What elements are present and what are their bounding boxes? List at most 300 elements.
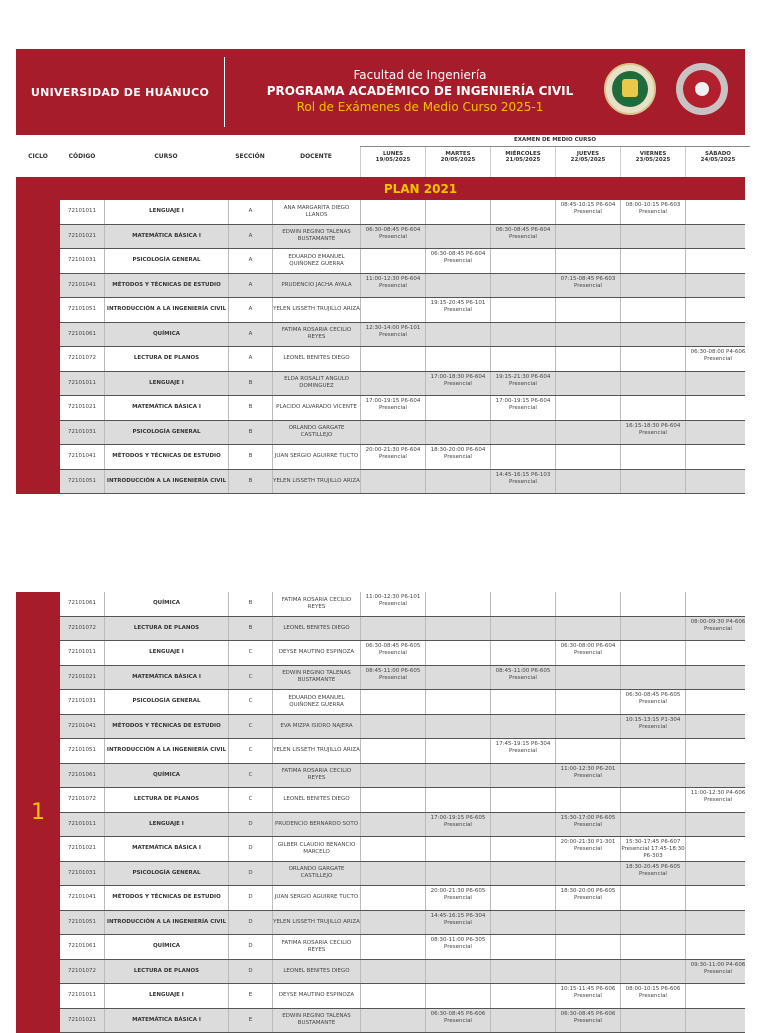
- exam-slot: [620, 347, 685, 371]
- exam-slot: [490, 323, 555, 347]
- university-name: UNIVERSIDAD DE HUÁNUCO: [16, 49, 224, 135]
- section: E: [228, 984, 272, 1008]
- teacher-name: EDWIN REGINO TALENAS BUSTAMANTE: [272, 225, 360, 249]
- teacher-name: DEYSE MAUTINO ESPINOZA: [272, 984, 360, 1008]
- exam-slot: [425, 739, 490, 763]
- course-code: 72101072: [60, 788, 104, 812]
- exam-slot: 17:00-18:30 P6-604 Presencial: [425, 372, 490, 396]
- exam-slot: [360, 911, 425, 935]
- course-name: MÉTODOS Y TÉCNICAS DE ESTUDIO: [104, 886, 228, 910]
- col-docente: DOCENTE: [272, 135, 360, 177]
- exam-slot: [620, 666, 685, 690]
- course-code: 72101051: [60, 911, 104, 935]
- exam-slot: [425, 862, 490, 886]
- exam-slot: [490, 960, 555, 984]
- table-row: [60, 249, 745, 274]
- exam-slot: [360, 960, 425, 984]
- exam-slot: [360, 690, 425, 714]
- course-code: 72101021: [60, 666, 104, 690]
- course-name: LECTURA DE PLANOS: [104, 788, 228, 812]
- exam-slot: 07:15-08:45 P6-603 Presencial: [555, 274, 620, 298]
- exam-slot: [360, 200, 425, 224]
- exam-slot: [620, 445, 685, 469]
- exam-slot: 15:30-17:45 P6-607 Presencial 17:45-18:30 P6-303: [620, 837, 685, 861]
- exam-slot: [425, 960, 490, 984]
- exam-slot: [685, 249, 750, 273]
- exam-slot: [490, 715, 555, 739]
- exam-slot: 06:30-08:45 P6-604 Presencial: [425, 249, 490, 273]
- course-code: 72101051: [60, 739, 104, 763]
- exam-slot: 06:30-08:00 P4-606 Presencial: [685, 347, 750, 371]
- exam-slot: [360, 372, 425, 396]
- exam-slot: [360, 862, 425, 886]
- exam-slot: [620, 886, 685, 910]
- exam-slot: [620, 960, 685, 984]
- table-rows: [60, 592, 745, 1033]
- exam-slot: 17:00-19:15 P6-604 Presencial: [360, 396, 425, 420]
- teacher-name: ELDA ROSALIT ANGULO DOMINGUEZ: [272, 372, 360, 396]
- exam-slot: [620, 592, 685, 616]
- exam-slot: [425, 641, 490, 665]
- exam-slot: 14:45-16:15 P6-304 Presencial: [425, 911, 490, 935]
- exam-slot: 11:00-12:30 P4-606 Presencial: [685, 788, 750, 812]
- section: B: [228, 396, 272, 420]
- col-codigo: CÓDIGO: [60, 135, 104, 177]
- table-row: [60, 935, 745, 960]
- exam-slot: [685, 935, 750, 959]
- exam-slot: [685, 837, 750, 861]
- table-row: [60, 690, 745, 715]
- exam-slot: [425, 274, 490, 298]
- page-2: [16, 592, 745, 1033]
- exam-slot: [685, 592, 750, 616]
- course-code: 72101021: [60, 1009, 104, 1033]
- exam-slot: [685, 421, 750, 445]
- course-code: 72101021: [60, 837, 104, 861]
- course-code: 72101061: [60, 935, 104, 959]
- exam-slot: [685, 764, 750, 788]
- day-name: SÁBADO: [686, 151, 750, 157]
- exam-slot: [490, 1009, 555, 1033]
- exam-slot: [620, 764, 685, 788]
- exam-slot: [360, 837, 425, 861]
- exam-slot: [620, 372, 685, 396]
- course-name: PSICOLOGÍA GENERAL: [104, 249, 228, 273]
- course-name: PSICOLOGÍA GENERAL: [104, 862, 228, 886]
- section: A: [228, 274, 272, 298]
- teacher-name: FATIMA ROSARIA CECILIO REYES: [272, 764, 360, 788]
- course-name: MÉTODOS Y TÉCNICAS DE ESTUDIO: [104, 715, 228, 739]
- day-date: 23/05/2025: [621, 157, 685, 163]
- exam-slot: [620, 323, 685, 347]
- exam-slot: [490, 911, 555, 935]
- teacher-name: EDWIN REGINO TALENAS BUSTAMANTE: [272, 666, 360, 690]
- exam-slot: [490, 788, 555, 812]
- section: C: [228, 788, 272, 812]
- table-row: [60, 666, 745, 691]
- exam-slot: [425, 788, 490, 812]
- exam-slot: [685, 715, 750, 739]
- table-header: [16, 135, 745, 178]
- teacher-name: ORLANDO GARGATE CASTILLEJO: [272, 421, 360, 445]
- day-header-martes: [425, 147, 490, 177]
- header-divider: [224, 57, 225, 127]
- exam-slot: 06:30-08:00 P6-604 Presencial: [555, 641, 620, 665]
- course-name: QUÍMICA: [104, 935, 228, 959]
- course-name: MÉTODOS Y TÉCNICAS DE ESTUDIO: [104, 274, 228, 298]
- exam-slot: [555, 862, 620, 886]
- table-row: [60, 1009, 745, 1033]
- day-date: 19/05/2025: [361, 157, 425, 163]
- exam-slot: 11:00-12:30 P6-201 Presencial: [555, 764, 620, 788]
- exam-slot: [555, 960, 620, 984]
- exam-slot: [685, 984, 750, 1008]
- exam-slot: 12:30-14:00 P6-101 Presencial: [360, 323, 425, 347]
- teacher-name: YELEN LISSETH TRUJILLO ARIZA: [272, 298, 360, 322]
- document-subtitle: Rol de Exámenes de Medio Curso 2025-1: [228, 99, 612, 115]
- section: B: [228, 372, 272, 396]
- exam-slot: 17:00-19:15 P6-604 Presencial: [490, 396, 555, 420]
- exam-slot: [490, 298, 555, 322]
- table-row: [60, 641, 745, 666]
- exam-slot: [555, 396, 620, 420]
- exam-slot: [490, 984, 555, 1008]
- teacher-name: PRUDENCIO JACHA AYALA: [272, 274, 360, 298]
- teacher-name: PLACIDO ALVARADO VICENTE: [272, 396, 360, 420]
- page-1: [16, 49, 745, 494]
- course-code: 72101021: [60, 225, 104, 249]
- section: D: [228, 862, 272, 886]
- teacher-name: ANA MARGARITA DIEGO LLANOS: [272, 200, 360, 224]
- teacher-name: YELEN LISSETH TRUJILLO ARIZA: [272, 911, 360, 935]
- exam-slot: 20:00-21:30 P6-604 Presencial: [360, 445, 425, 469]
- course-name: QUÍMICA: [104, 592, 228, 616]
- course-name: MATEMÁTICA BÁSICA I: [104, 837, 228, 861]
- teacher-name: YELEN LISSETH TRUJILLO ARIZA: [272, 470, 360, 494]
- course-name: LENGUAJE I: [104, 813, 228, 837]
- civil-engineering-gear-logo: [676, 63, 728, 115]
- exam-slot: [620, 1009, 685, 1033]
- course-code: 72101072: [60, 347, 104, 371]
- col-seccion: SECCIÓN: [228, 135, 272, 177]
- exam-slot: [490, 641, 555, 665]
- exam-slot: [490, 249, 555, 273]
- exam-slot: 06:30-08:45 P6-604 Presencial: [360, 225, 425, 249]
- exam-slot: [685, 911, 750, 935]
- day-name: JUEVES: [556, 151, 620, 157]
- day-date: 20/05/2025: [426, 157, 490, 163]
- exam-slot: 08:45-11:00 P6-605 Presencial: [490, 666, 555, 690]
- exam-slot: [360, 298, 425, 322]
- program-title: PROGRAMA ACADÉMICO DE INGENIERÍA CIVIL: [228, 83, 612, 99]
- exam-slot: [360, 617, 425, 641]
- col-ciclo: CICLO: [16, 135, 60, 177]
- section: D: [228, 886, 272, 910]
- teacher-name: LEONEL BENITES DIEGO: [272, 960, 360, 984]
- exam-slot: [620, 298, 685, 322]
- exam-slot: [555, 347, 620, 371]
- teacher-name: EVA MIZPA ISIDRO NAJERA: [272, 715, 360, 739]
- course-name: MATEMÁTICA BÁSICA I: [104, 1009, 228, 1033]
- exam-slot: [620, 617, 685, 641]
- course-name: MATEMÁTICA BÁSICA I: [104, 225, 228, 249]
- table-row: [60, 886, 745, 911]
- day-name: LUNES: [361, 151, 425, 157]
- exam-slot: 10:15-13:15 P1-304 Presencial: [620, 715, 685, 739]
- table-row: [60, 323, 745, 348]
- section: C: [228, 715, 272, 739]
- exam-slot: [425, 764, 490, 788]
- section: E: [228, 1009, 272, 1033]
- exam-slot: [555, 788, 620, 812]
- course-code: 72101011: [60, 813, 104, 837]
- course-code: 72101031: [60, 421, 104, 445]
- course-code: 72101051: [60, 298, 104, 322]
- exam-slot: [620, 470, 685, 494]
- exam-slot: [490, 813, 555, 837]
- exam-slot: [425, 617, 490, 641]
- teacher-name: LEONEL BENITES DIEGO: [272, 617, 360, 641]
- section: A: [228, 249, 272, 273]
- exam-slot: [490, 764, 555, 788]
- header-titles: [228, 67, 612, 115]
- exam-slot: [360, 347, 425, 371]
- exam-slot: 14:45-16:15 P6-103 Presencial: [490, 470, 555, 494]
- header-banner: [16, 49, 745, 135]
- exam-slot: [360, 739, 425, 763]
- exam-slot: [685, 641, 750, 665]
- exam-slot: 08:45-11:00 P6-605 Presencial: [360, 666, 425, 690]
- section: A: [228, 225, 272, 249]
- exam-slot: 15:30-17:00 P6-605 Presencial: [555, 813, 620, 837]
- exam-slot: [425, 470, 490, 494]
- course-name: INTRODUCCIÓN A LA INGENIERÍA CIVIL: [104, 470, 228, 494]
- teacher-name: EDUARDO EMANUEL QUIÑONEZ GUERRA: [272, 690, 360, 714]
- exam-slot: [620, 225, 685, 249]
- table-body-page-2: [16, 592, 745, 1033]
- teacher-name: ORLANDO GARGATE CASTILLEJO: [272, 862, 360, 886]
- exam-slot: 06:30-08:45 P6-606 Presencial: [555, 1009, 620, 1033]
- day-header-miercoles: [490, 147, 555, 177]
- course-name: LENGUAJE I: [104, 200, 228, 224]
- day-date: 22/05/2025: [556, 157, 620, 163]
- section: B: [228, 617, 272, 641]
- teacher-name: JUAN SERGIO AGUIRRE TUCTO: [272, 886, 360, 910]
- exam-slot: [490, 200, 555, 224]
- table-row: [60, 200, 745, 225]
- table-row: [60, 960, 745, 985]
- exam-slot: [620, 935, 685, 959]
- teacher-name: EDUARDO EMANUEL QUIÑONEZ GUERRA: [272, 249, 360, 273]
- exam-slot: [685, 470, 750, 494]
- exam-group-title: EXAMEN DE MEDIO CURSO: [360, 135, 750, 147]
- course-name: LENGUAJE I: [104, 984, 228, 1008]
- exam-slot: [685, 274, 750, 298]
- course-name: MATEMÁTICA BÁSICA I: [104, 666, 228, 690]
- course-code: 72101061: [60, 592, 104, 616]
- exam-slot: [555, 739, 620, 763]
- exam-slot: 17:45-19:15 P6-304 Presencial: [490, 739, 555, 763]
- exam-slot: 06:30-08:45 P6-605 Presencial: [360, 641, 425, 665]
- ciclo-value: 1: [16, 592, 60, 1033]
- teacher-name: FATIMA ROSARIA CECILIO REYES: [272, 935, 360, 959]
- table-body-page-1: [16, 200, 745, 494]
- table-row: [60, 788, 745, 813]
- exam-slot: [685, 445, 750, 469]
- ciclo-column: [16, 200, 60, 494]
- section: B: [228, 592, 272, 616]
- exam-slot: [425, 592, 490, 616]
- exam-slot: [360, 1009, 425, 1033]
- course-name: PSICOLOGÍA GENERAL: [104, 421, 228, 445]
- course-code: 72101072: [60, 617, 104, 641]
- exam-slot: [685, 739, 750, 763]
- exam-slot: [490, 935, 555, 959]
- section: A: [228, 323, 272, 347]
- course-name: INTRODUCCIÓN A LA INGENIERÍA CIVIL: [104, 911, 228, 935]
- course-code: 72101061: [60, 764, 104, 788]
- course-code: 72101031: [60, 862, 104, 886]
- table-row: [60, 715, 745, 740]
- section: B: [228, 445, 272, 469]
- exam-slot: [555, 690, 620, 714]
- course-name: LECTURA DE PLANOS: [104, 347, 228, 371]
- table-row: [60, 617, 745, 642]
- exam-slot: 08:45-10:15 P6-604 Presencial: [555, 200, 620, 224]
- exam-slot: [490, 837, 555, 861]
- exam-slot: [555, 323, 620, 347]
- course-name: INTRODUCCIÓN A LA INGENIERÍA CIVIL: [104, 739, 228, 763]
- course-code: 72101021: [60, 396, 104, 420]
- exam-slot: [555, 421, 620, 445]
- exam-slot: [425, 323, 490, 347]
- teacher-name: DEYSE MAUTINO ESPINOZA: [272, 641, 360, 665]
- exam-slot: [685, 200, 750, 224]
- exam-slot: 10:15-11:45 P6-606 Presencial: [555, 984, 620, 1008]
- course-name: LECTURA DE PLANOS: [104, 960, 228, 984]
- day-header-lunes: [360, 147, 425, 177]
- teacher-name: YELEN LISSETH TRUJILLO ARIZA: [272, 739, 360, 763]
- exam-slot: [360, 935, 425, 959]
- exam-slot: 11:00-12:30 P6-101 Presencial: [360, 592, 425, 616]
- course-code: 72101041: [60, 715, 104, 739]
- teacher-name: GILBER CLAUDIO BENANCIO MARCELO: [272, 837, 360, 861]
- exam-slot: [620, 813, 685, 837]
- exam-slot: [360, 984, 425, 1008]
- course-code: 72101011: [60, 984, 104, 1008]
- table-row: [60, 421, 745, 446]
- table-row: [60, 837, 745, 862]
- teacher-name: EDWIN REGINO TALENAS BUSTAMANTE: [272, 1009, 360, 1033]
- exam-days-header: [360, 135, 750, 177]
- col-curso: CURSO: [104, 135, 228, 177]
- exam-slot: [490, 274, 555, 298]
- table-row: [60, 445, 745, 470]
- exam-slot: 06:30-08:45 P6-606 Presencial: [425, 1009, 490, 1033]
- exam-slot: [360, 886, 425, 910]
- course-code: 72101061: [60, 323, 104, 347]
- exam-slot: [685, 886, 750, 910]
- section: C: [228, 690, 272, 714]
- exam-slot: [620, 249, 685, 273]
- course-name: INTRODUCCIÓN A LA INGENIERÍA CIVIL: [104, 298, 228, 322]
- day-date: 21/05/2025: [491, 157, 555, 163]
- exam-slot: [685, 1009, 750, 1033]
- course-name: LENGUAJE I: [104, 372, 228, 396]
- exam-slot: [555, 935, 620, 959]
- exam-slot: [685, 298, 750, 322]
- teacher-name: PRUDENCIO BERNARDO SOTO: [272, 813, 360, 837]
- table-row: [60, 813, 745, 838]
- exam-slot: [620, 641, 685, 665]
- exam-slot: 08:30-11:00 P6-305 Presencial: [425, 935, 490, 959]
- exam-slot: [685, 690, 750, 714]
- exam-slot: 18:30-20:00 P6-605 Presencial: [555, 886, 620, 910]
- exam-slot: 18:30-20:00 P6-604 Presencial: [425, 445, 490, 469]
- section: C: [228, 764, 272, 788]
- exam-slot: [360, 788, 425, 812]
- course-code: 72101072: [60, 960, 104, 984]
- exam-slot: [555, 225, 620, 249]
- teacher-name: JUAN SERGIO AGUIRRE TUCTO: [272, 445, 360, 469]
- section: D: [228, 960, 272, 984]
- day-name: MIÉRCOLES: [491, 151, 555, 157]
- course-code: 72101031: [60, 249, 104, 273]
- day-date: 24/05/2025: [686, 157, 750, 163]
- exam-slot: [620, 911, 685, 935]
- exam-slot: [555, 666, 620, 690]
- course-code: 72101041: [60, 445, 104, 469]
- exam-slot: 08:00-10:15 P6-606 Presencial: [620, 984, 685, 1008]
- section: C: [228, 641, 272, 665]
- section: A: [228, 298, 272, 322]
- table-row: [60, 298, 745, 323]
- exam-slot: [425, 347, 490, 371]
- exam-slot: [425, 396, 490, 420]
- table-row: [60, 347, 745, 372]
- course-code: 72101051: [60, 470, 104, 494]
- exam-slot: [425, 225, 490, 249]
- exam-slot: [490, 347, 555, 371]
- section: D: [228, 935, 272, 959]
- exam-slot: [555, 911, 620, 935]
- table-row: [60, 225, 745, 250]
- course-name: MÉTODOS Y TÉCNICAS DE ESTUDIO: [104, 445, 228, 469]
- exam-slot: [360, 421, 425, 445]
- exam-slot: 09:30-11:00 P4-606 Presencial: [685, 960, 750, 984]
- exam-slot: 20:00-21:30 P6-605 Presencial: [425, 886, 490, 910]
- course-name: QUÍMICA: [104, 764, 228, 788]
- exam-slot: 06:30-08:45 P6-605 Presencial: [620, 690, 685, 714]
- exam-slot: [360, 715, 425, 739]
- exam-slot: [555, 298, 620, 322]
- exam-slot: [490, 617, 555, 641]
- course-name: LECTURA DE PLANOS: [104, 617, 228, 641]
- exam-slot: [620, 788, 685, 812]
- exam-slot: [425, 421, 490, 445]
- table-row: [60, 862, 745, 887]
- exam-slot: [685, 323, 750, 347]
- exam-slot: 08:00-10:15 P6-603 Presencial: [620, 200, 685, 224]
- table-row: [60, 984, 745, 1009]
- exam-slot: [555, 249, 620, 273]
- exam-slot: [490, 690, 555, 714]
- table-row: [60, 739, 745, 764]
- section: D: [228, 813, 272, 837]
- exam-slot: [360, 470, 425, 494]
- teacher-name: LEONEL BENITES DIEGO: [272, 347, 360, 371]
- course-code: 72101031: [60, 690, 104, 714]
